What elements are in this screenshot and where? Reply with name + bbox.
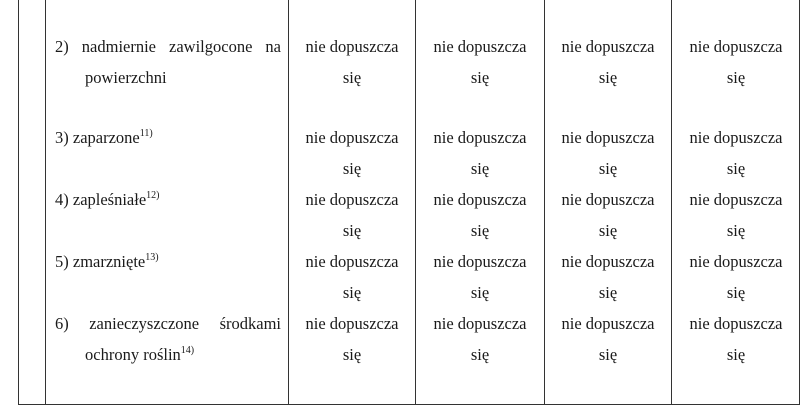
cell-r4-c1: nie dopuszcza się [305,190,399,240]
row-label-5: 5) zmarznięte$^{13)}$ [55,252,159,271]
cell-r6-c3: nie dopuszcza się [561,314,655,364]
cell-r3-c4: nie dopuszcza się [689,128,783,178]
row-label-4: 4) zapleśniałe$^{12)}$ [55,190,160,209]
table-border-left [18,0,19,405]
cell-r3-c2: nie dopuszcza się [433,128,527,178]
cell-r6-c1: nie dopuszcza się [305,314,399,364]
cell-r6-c2: nie dopuszcza się [433,314,527,364]
cell-r4-c2: nie dopuszcza się [433,190,527,240]
row-label-6: 6) zanieczyszczone środkami ochrony roślin$^{14)}$ [55,314,282,364]
cell-r2-c1: nie dopuszcza się [305,37,399,87]
cell-r4-c3: nie dopuszcza się [561,190,655,240]
cell-r4-c4: nie dopuszcza się [689,190,783,240]
cell-r2-c3: nie dopuszcza się [561,37,655,87]
cell-r5-c2: nie dopuszcza się [433,252,527,302]
cell-r3-c1: nie dopuszcza się [305,128,399,178]
row-label-3: 3) zaparzone$^{11)}$ [55,128,153,147]
cell-r2-c2: nie dopuszcza się [433,37,527,87]
row-label-2: 2) nadmiernie zawilgocone na powierzchni [55,37,282,87]
cell-r3-c3: nie dopuszcza się [561,128,655,178]
cell-r5-c3: nie dopuszcza się [561,252,655,302]
table-border-bottom [18,404,800,405]
cell-r2-c4: nie dopuszcza się [689,37,783,87]
table-border-col1 [45,0,46,405]
cell-r5-c1: nie dopuszcza się [305,252,399,302]
cell-r6-c4: nie dopuszcza się [689,314,783,364]
cell-r5-c4: nie dopuszcza się [689,252,783,302]
